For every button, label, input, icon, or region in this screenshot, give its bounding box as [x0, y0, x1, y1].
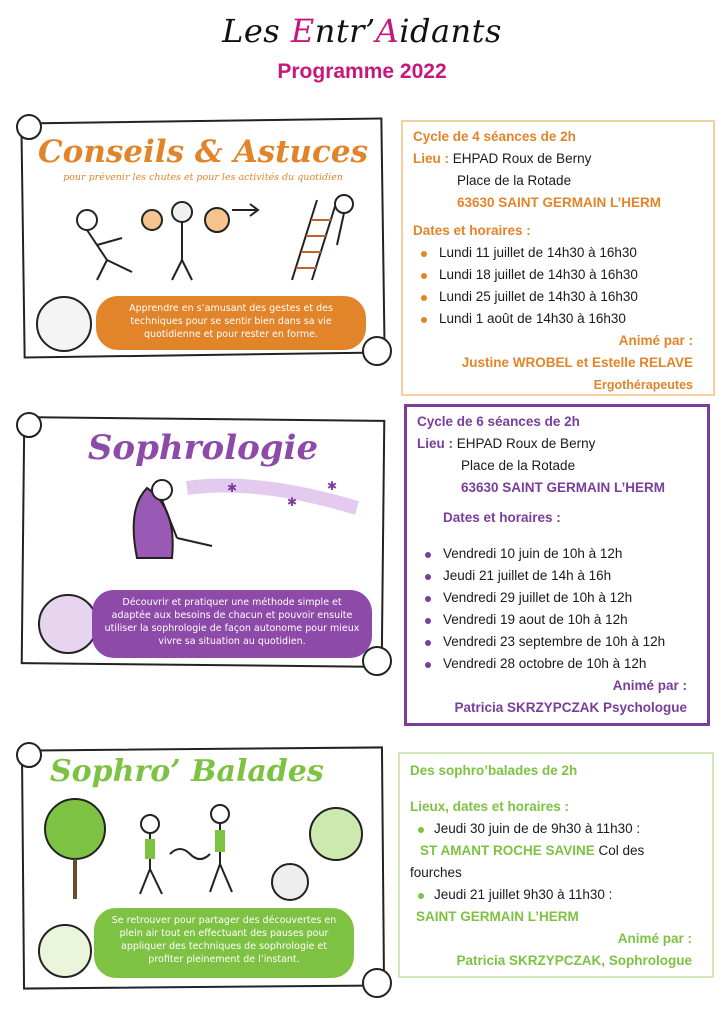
cycle-text: Cycle de 6 séances de 2h: [417, 414, 580, 429]
lieu-line: Place de la Rotade: [461, 458, 576, 473]
brand-letter-e: E: [290, 12, 315, 50]
brand-part: idants: [399, 12, 502, 50]
illustration-walk: [30, 794, 376, 904]
balades-title: Des sophro’balades de 2h: [410, 763, 578, 778]
list-item: Vendredi 10 juin de 10h à 12h: [417, 543, 697, 565]
card-sophro-balades: [22, 748, 384, 988]
anime-names: Justine WROBEL et Estelle RELAVE: [461, 355, 693, 370]
anime-names: Patricia SKRZYPCZAK, Sophrologue: [456, 953, 692, 968]
dates-label: Dates et horaires :: [413, 223, 531, 238]
brand-letter-a: A: [375, 12, 400, 50]
dates-list: [413, 242, 703, 330]
anime-names: Patricia SKRZYPCZAK Psychologue: [454, 700, 687, 715]
list-item: Lundi 18 juillet de 14h30 à 16h30: [413, 264, 703, 286]
list-item: Jeudi 21 juillet 9h30 à 11h30 :: [410, 884, 702, 906]
illustration-figures: [52, 190, 362, 282]
lieu-line: EHPAD Roux de Berny: [452, 151, 592, 166]
lieu-city: 63630 SAINT GERMAIN L’HERM: [457, 195, 662, 210]
dates-label: Dates et horaires :: [443, 510, 561, 525]
paper-curl: [362, 968, 392, 998]
anime-label: Animé par :: [618, 333, 693, 348]
card-conseils-astuces: [22, 120, 384, 356]
list-item: Lundi 1 août de 14h30 à 16h30: [413, 308, 703, 330]
program-title: Programme 2022: [277, 60, 447, 83]
face-icon: [38, 924, 92, 978]
svg-text:✱: ✱: [227, 481, 238, 495]
paper-curl: [362, 336, 392, 366]
brand-part: ntr’: [314, 12, 376, 50]
place-continued: fourches: [410, 865, 462, 880]
list-item: Vendredi 23 septembre de 10h à 12h: [417, 631, 697, 653]
card-subtitle: pour prévenir les chutes et pour les activités du quotidien: [63, 172, 343, 183]
anime-label: Animé par :: [612, 678, 687, 693]
dates-list: [417, 543, 697, 675]
place-rest: Col des: [594, 843, 645, 858]
svg-text:✱: ✱: [327, 479, 338, 493]
cycle-text: Cycle de 4 séances de 2h: [413, 129, 576, 144]
card-title: Conseils & Astuces: [37, 134, 369, 170]
svg-text:✱: ✱: [287, 495, 298, 509]
list-item: Vendredi 28 octobre de 10h à 12h: [417, 653, 697, 675]
card-banner: Apprendre en s’amusant des gestes et des techniques pour se sentir bien dans sa vie quotidienne et pour rester en forme.: [96, 296, 366, 350]
card-banner: Se retrouver pour partager des découvertes en plein air tout en effectuant des pauses pour appliquer des techniques de sophrologie et profiter pleinement de l’instant.: [94, 908, 354, 978]
card-banner: Découvrir et pratiquer une méthode simple et adaptée aux besoins de chacun et pouvoir ensuite utiliser la sophrologie de façon autonome pour mieux vivre sa situation au quotidien.: [92, 590, 372, 658]
lieu-label: Lieu :: [417, 436, 453, 451]
brand-title: [0, 12, 724, 50]
anime-label: Animé par :: [617, 931, 692, 946]
place-bold: SAINT GERMAIN L’HERM: [416, 909, 579, 924]
card-sophrologie: [22, 418, 384, 666]
lieu-line: EHPAD Roux de Berny: [456, 436, 596, 451]
info-box-sophrologie: [404, 404, 710, 726]
card-title: Sophrologie: [87, 428, 319, 468]
list-item: Vendredi 29 juillet de 10h à 12h: [417, 587, 697, 609]
hands-icon: [36, 296, 92, 352]
list-item: Jeudi 30 juin de de 9h30 à 11h30 :: [410, 818, 702, 840]
lieu-city: 63630 SAINT GERMAIN L’HERM: [461, 480, 666, 495]
lieu-line: Place de la Rotade: [457, 173, 572, 188]
anime-role: Ergothérapeutes: [593, 378, 693, 392]
list-item: Lundi 11 juillet de 14h30 à 16h30: [413, 242, 703, 264]
bubbles-icon: [38, 594, 98, 654]
list-item: Vendredi 19 aout de 10h à 12h: [417, 609, 697, 631]
illustration-relaxing: [117, 468, 367, 568]
info-box-balades: [398, 752, 714, 978]
brand-part: Les: [222, 12, 291, 50]
info-box-conseils: [401, 120, 715, 396]
dates-list: [410, 884, 702, 906]
place-bold: ST AMANT ROCHE SAVINE: [420, 843, 595, 858]
lieux-label: Lieux, dates et horaires :: [410, 799, 570, 814]
dates-list: [410, 818, 702, 840]
card-title: Sophro’ Balades: [50, 754, 324, 789]
lieu-label: Lieu :: [413, 151, 449, 166]
list-item: Lundi 25 juillet de 14h30 à 16h30: [413, 286, 703, 308]
list-item: Jeudi 21 juillet de 14h à 16h: [417, 565, 697, 587]
